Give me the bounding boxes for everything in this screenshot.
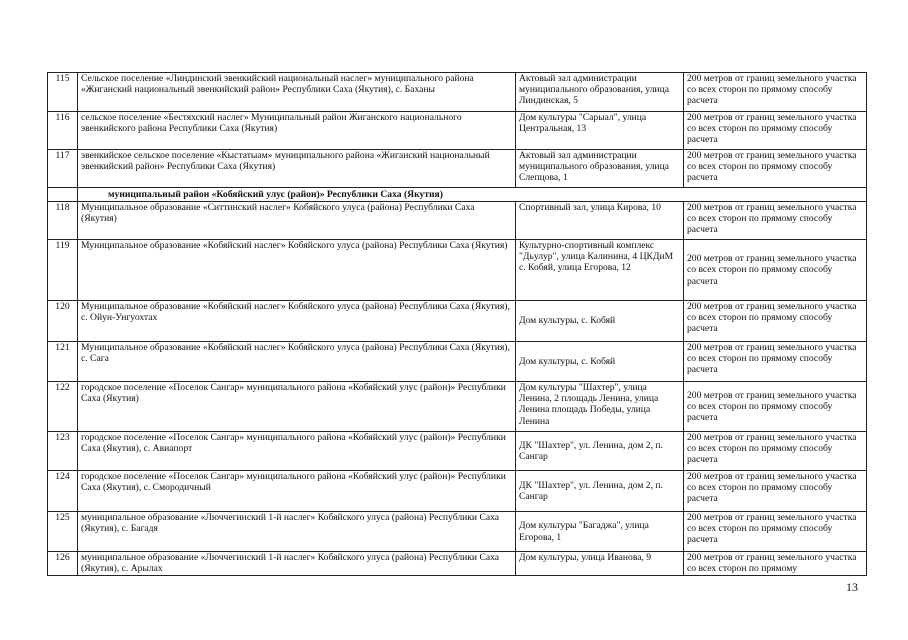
row-number: 121 (48, 342, 78, 382)
row-number: 123 (48, 432, 78, 471)
venue-cell: ДК "Шахтер", ул. Ленина, дом 2, п. Сангар (516, 471, 684, 512)
venue-cell: Дом культуры "Шахтер", улица Ленина, 2 площадь Ленина, улица Ленина площадь Победы, улица Ленина (516, 382, 684, 432)
table-row (48, 73, 867, 112)
table-row (48, 240, 867, 301)
table-row (48, 301, 867, 342)
municipality-cell: эвенкийское сельское поселение «Кыстатыам» муниципального района «Жиганский национальный эвенкийский район» Республики Саха (Якутия) (78, 150, 516, 188)
section-header-row (48, 188, 867, 202)
table-row (48, 342, 867, 382)
row-number: 120 (48, 301, 78, 342)
distance-cell: 200 метров от границ земельного участка со всех сторон по прямому способу расчета (684, 150, 867, 188)
venue-cell: Дом культуры "Сарыал", улица Центральная, 13 (516, 112, 684, 150)
municipality-cell: городское поселение «Поселок Сангар» муниципального района «Кобяйский улус (район)» Республики Саха (Якутия), с. Смородичный (78, 471, 516, 512)
municipality-cell: сельское поселение «Бестяхский наслег» Муниципальный район Жиганского национального эвенкийского района Республики Саха (Якутия) (78, 112, 516, 150)
table-row (48, 202, 867, 240)
distance-cell: 200 метров от границ земельного участка со всех сторон по прямому способу расчета (684, 382, 867, 432)
distance-cell: 200 метров от границ земельного участка со всех сторон по прямому способу расчета (684, 432, 867, 471)
page-number: 13 (846, 580, 858, 594)
venue-cell: Культурно-спортивный комплекс "Дьулур", улица Калинина, 4 ЦКДиМ с. Кобяй, улица Егорова, 12 (516, 240, 684, 301)
venue-cell: ДК "Шахтер", ул. Ленина, дом 2, п. Сангар (516, 432, 684, 471)
distance-cell: 200 метров от границ земельного участка со всех сторон по прямому способу расчета (684, 301, 867, 342)
municipality-cell: муниципальное образование «Люччегинский 1-й наслег» Кобяйского улуса (района) Республики Саха (Якутия), с. Арылах (78, 552, 516, 576)
distance-cell: 200 метров от границ земельного участка со всех сторон по прямому способу расчета (684, 202, 867, 240)
municipality-cell: Муниципальное образование «Кобяйский наслег» Кобяйского улуса (района) Республики Саха (Якутия) (78, 240, 516, 301)
table-row (48, 471, 867, 512)
distance-cell: 200 метров от границ земельного участка со всех сторон по прямому способу расчета (684, 73, 867, 112)
row-number: 116 (48, 112, 78, 150)
municipality-cell: Муниципальное образование «Кобяйский наслег» Кобяйского улуса (района) Республики Саха (Якутия), с. Ойун-Унгуохтах (78, 301, 516, 342)
municipality-cell: муниципальное образование «Люччегинский 1-й наслег» Кобяйского улуса (района) Республики Саха (Якутия), с. Багадя (78, 512, 516, 552)
row-number: 124 (48, 471, 78, 512)
table-row (48, 432, 867, 471)
distance-cell: 200 метров от границ земельного участка со всех сторон по прямому способу расчета (684, 240, 867, 301)
table-row (48, 512, 867, 552)
row-number: 118 (48, 202, 78, 240)
row-number: 115 (48, 73, 78, 112)
venue-cell: Дом культуры "Багаджа", улица Егорова, 1 (516, 512, 684, 552)
venue-cell: Актовый зал администрации муниципального образования, улица Слепцова, 1 (516, 150, 684, 188)
distance-cell: 200 метров от границ земельного участка со всех сторон по прямому (684, 552, 867, 576)
row-number: 125 (48, 512, 78, 552)
venue-cell: Дом культуры, с. Кобяй (516, 301, 684, 342)
distance-cell: 200 метров от границ земельного участка со всех сторон по прямому способу расчета (684, 342, 867, 382)
municipality-cell: городское поселение «Поселок Сангар» муниципального района «Кобяйский улус (район)» Республики Саха (Якутия), с. Авиапорт (78, 432, 516, 471)
municipality-cell: Муниципальное образование «Ситтинский наслег» Кобяйского улуса (района) Республики Саха (Якутия) (78, 202, 516, 240)
row-number: 126 (48, 552, 78, 576)
venue-cell: Спортивный зал, улица Кирова, 10 (516, 202, 684, 240)
row-number: 122 (48, 382, 78, 432)
venue-cell: Дом культуры, с. Кобяй (516, 342, 684, 382)
venue-cell: Дом культуры, улица Иванова, 9 (516, 552, 684, 576)
venue-cell: Актовый зал администрации муниципального образования, улица Линдинская, 5 (516, 73, 684, 112)
municipality-cell: Муниципальное образование «Кобяйский наслег» Кобяйского улуса (района) Республики Саха (Якутия), с. Сага (78, 342, 516, 382)
document-table (47, 72, 867, 576)
table-row (48, 150, 867, 188)
table-row (48, 382, 867, 432)
row-number: 117 (48, 150, 78, 188)
distance-cell: 200 метров от границ земельного участка со всех сторон по прямому способу расчета (684, 112, 867, 150)
section-title: муниципальный район «Кобяйский улус (район)» Республики Саха (Якутия) (78, 188, 867, 202)
distance-cell: 200 метров от границ земельного участка со всех сторон по прямому способу расчета (684, 471, 867, 512)
municipality-cell: городское поселение «Поселок Сангар» муниципального района «Кобяйский улус (район)» Республики Саха (Якутия) (78, 382, 516, 432)
row-number: 119 (48, 240, 78, 301)
municipality-cell: Сельское поселение «Линдинский эвенкийский национальный наслег» муниципального района «Жиганский национальный эвенкийский район» Республики Саха (Якутия), с. Баханы (78, 73, 516, 112)
distance-cell: 200 метров от границ земельного участка со всех сторон по прямому способу расчета (684, 512, 867, 552)
table-row (48, 552, 867, 576)
table-row (48, 112, 867, 150)
